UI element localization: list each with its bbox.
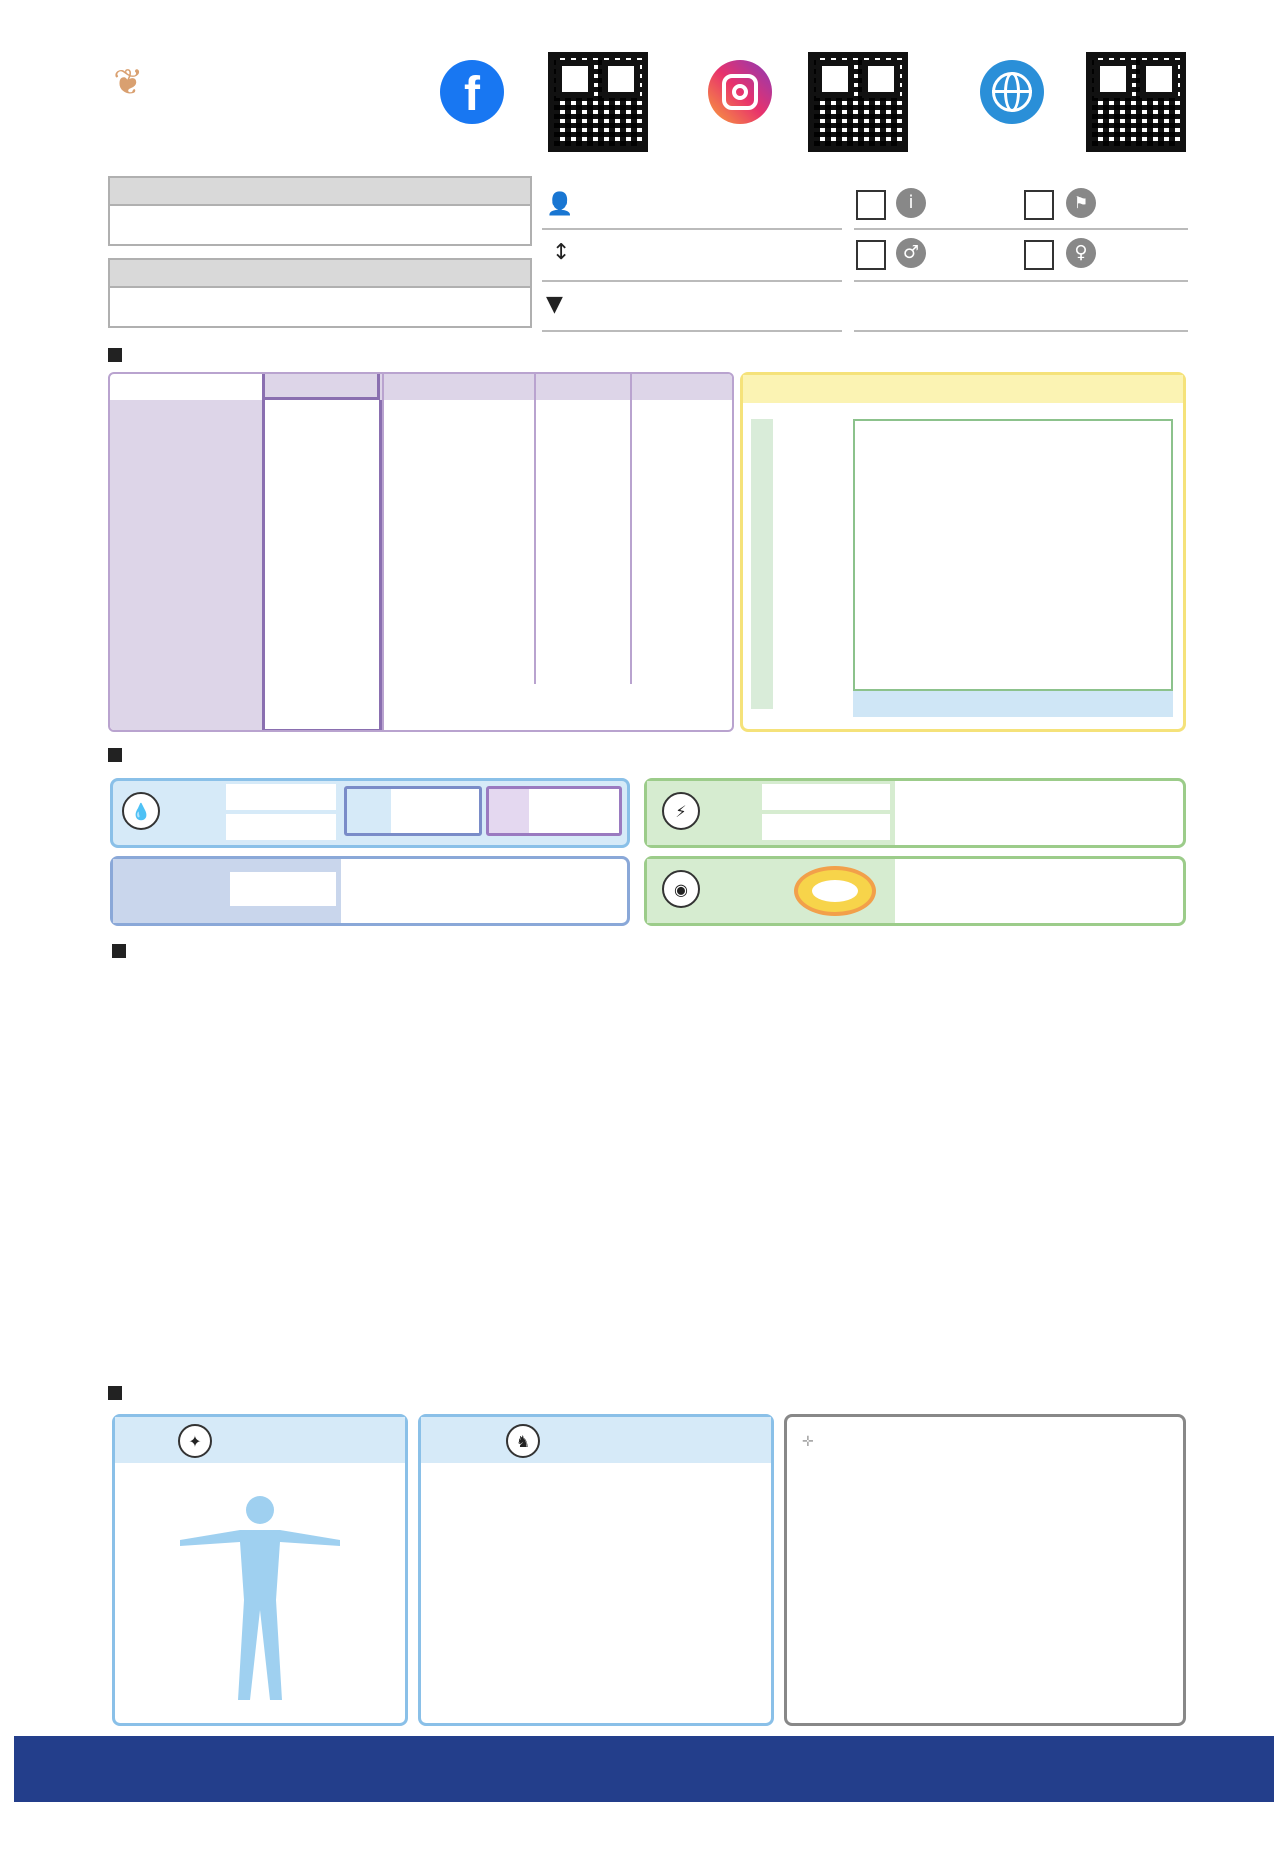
athlete-icon: ⚑ — [1066, 188, 1096, 218]
footer-bar — [14, 1736, 1274, 1802]
visceral-fat-graphic — [794, 866, 876, 916]
col-result-header — [262, 374, 380, 400]
ecw-ratio-scale — [348, 868, 618, 890]
balance-section-title — [108, 1382, 130, 1406]
detail-table — [108, 372, 734, 732]
non-athlete-checkbox[interactable] — [856, 190, 886, 220]
visceral-scale — [904, 866, 1174, 888]
facebook-icon[interactable]: f — [440, 60, 504, 124]
globe-icon[interactable] — [980, 60, 1044, 124]
non-athlete-icon: i — [896, 188, 926, 218]
leg-muscle-chart — [430, 1470, 770, 1720]
athlete-checkbox[interactable] — [1024, 190, 1054, 220]
age-icon: 👤 — [546, 192, 574, 217]
leg-icon: ♞ — [506, 1424, 540, 1458]
bodytype-title — [743, 375, 1183, 403]
brand-logo — [84, 36, 414, 146]
male-icon: ♂ — [896, 238, 926, 268]
col-target-header — [538, 374, 638, 400]
bmr-icon: ⚡ — [662, 792, 700, 830]
crosshair-icon: ✛ — [802, 1434, 814, 1450]
male-checkbox[interactable] — [856, 240, 886, 270]
bia-panel — [784, 1414, 1186, 1726]
water-icon: 💧 — [122, 792, 160, 830]
bodytype-panel — [740, 372, 1186, 732]
female-checkbox[interactable] — [1024, 240, 1054, 270]
instagram-icon[interactable] — [708, 60, 772, 124]
fb-qr-code[interactable] — [548, 52, 648, 152]
detail-section-title — [108, 344, 130, 368]
height-icon: ↕ — [552, 240, 571, 265]
leaf-icon: ❦ — [114, 54, 145, 105]
date-label — [108, 176, 532, 206]
date-field[interactable] — [108, 206, 532, 246]
visceral-icon: ◉ — [662, 870, 700, 908]
segment-section-title — [112, 940, 134, 964]
balance-icon: ✦ — [178, 1424, 212, 1458]
clothes-icon: ▼ — [546, 292, 563, 317]
id-label — [108, 258, 532, 288]
female-icon: ♀ — [1066, 238, 1096, 268]
balance-figure — [170, 1490, 350, 1710]
web-qr-code[interactable] — [1086, 52, 1186, 152]
id-field[interactable] — [108, 288, 532, 328]
composition-section-title — [108, 744, 130, 768]
bmr-scale — [904, 788, 1174, 810]
col-ideal-header — [384, 374, 534, 400]
ig-qr-code[interactable] — [808, 52, 908, 152]
